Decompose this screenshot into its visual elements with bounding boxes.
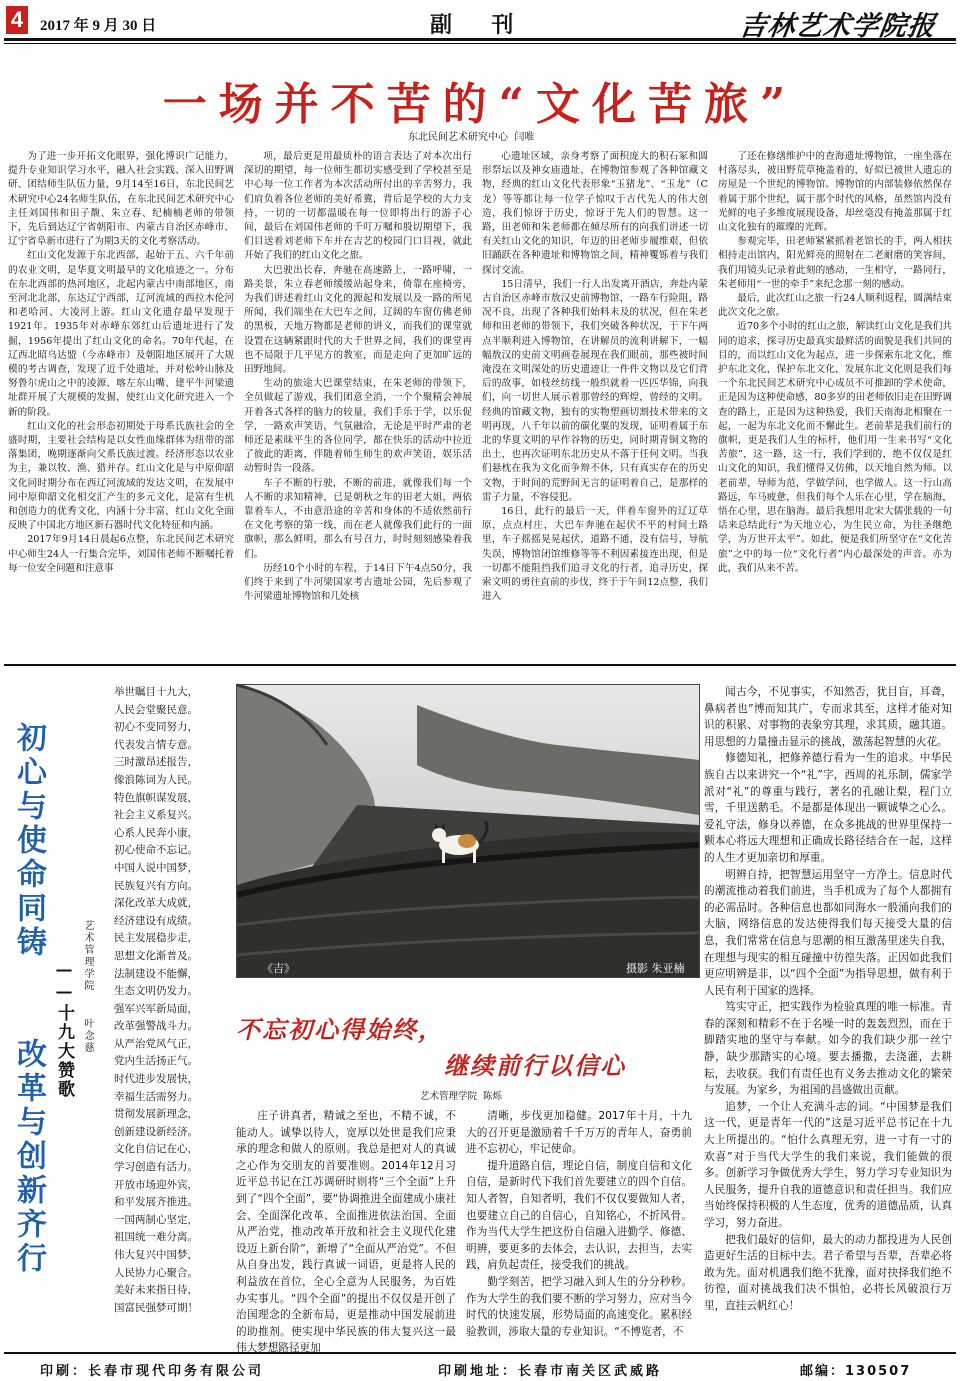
article1-paragraph: 红山文化发源于东北西部，起始于五、六千年前的农业文明，是华夏文明最早的文化痕迹之一。分布在东北西部的热河地区，北起内蒙古中南部地区，南至河北北部，东达辽宁西部，辽河流域的西拉木伦河和老哈河、大凌河上游。红山文化遗存最早发现于1921年。1935年对赤峰东郊红山后遗址进行了发掘，1956年提出了红山文化的命名。70年代起，在辽西北昭乌达盟（今赤峰市）及朝阳地区展开了大规模的考古调查，发现了近千处遗址，并对松岭山脉及努鲁尔虎山之中的凌源、喀左东山嘴、建平牛河梁遗址群开展了大规模的发掘，使红山文化研究进入一个新的阶段。	[8, 250, 234, 418]
photo-frame	[236, 684, 700, 978]
poem-lines	[114, 684, 218, 1324]
article2-paragraph: 修德知礼，把修养德行看为一生的追求。中华民族自古以来讲究一个“礼”字，西周的礼乐制，儒家学派对“礼”的尊重与践行，著名的孔融让梨，程门立雪，千里送鹅毛。不是都是体现出一颗诚挚之心么。爱礼守法，修身以养德，在众多挑战的世界里保持一颗本心将远大理想和正确成长路径结合在一起，这样的人生才更加亲切和厚重。	[704, 752, 952, 864]
article1-title: 一场并不苦的“文化苦旅”	[162, 79, 798, 130]
article1-col4	[718, 150, 952, 660]
article1-paragraph: 项，最后更是用最质朴的语言表达了对本次出行深切的期望，每一位师生都切实感受到了学校甚至是中心每一位工作者为本次活动所付出的辛苦努力，我们肩负着各位老师的美好希冀，背后是学校的大力支持，一切的一切都温暖在每一位即将出行的游子心间，最后在刘国伟老师的千叮万嘱和殷切期望下，我们目送着刘老师下车并在吉艺的校园门口目视，就此开始了我们的红山文化之旅。	[244, 151, 472, 262]
article2-paragraph: 庄子讲真者，精诚之至也，不精不诚，不能动人。诚挚以待人，宽厚以处世是我们应秉承的理念和做人的原则。我总是把对人的真诚之心作为交朋友的首要准则。2014年12月习近平总书记在江苏调研时则将“三个全面”上升到了“四个全面”，要“协调推进全面建成小康社会、全面深化改革、全面推进依法治国、全面从严治党，推动改革开放和社会主义现代化建设迈上新台阶”，新增了“全面从严治党”。不但从自身出发，践行真诚一词语，更是将人民的利益放在首位，全心全意为人民服务，为百姓办实事儿。“四个全面”的提出不仅仅是开创了治国理念的全新布局，更是推动中国发展前进的助推剂。使实现中华民族的伟大复兴这一最伟大梦想路径更加	[236, 1110, 456, 1355]
poem-line: 中国人说中国梦，	[114, 861, 198, 874]
poem-line: 强军兴军新局面，	[114, 1002, 198, 1015]
article2-paragraph: 把我们最好的信仰，最大的动力都投进为人民创造更好生活的目标中去。君子希望与吾辈，吾辈必将敢为先。面对机遇我们绝不犹豫，面对抉择我们绝不彷徨，面对挑战我们决不惧怕，必将长风破浪行万里，直挂云帆红心！	[704, 1233, 952, 1312]
article1-paragraph: 近70多个小时的红山之旅，解读红山文化是我们共同的追求，探寻历史最真实最鲜活的面貌是我们共同的目的，而以红山文化为起点，进一步探索东北文化，维护东北文化，保护东北文化，发展东北文化则是我们每一个东北民间艺术研究中心成员不可推卸的学术使命，正是因为这种使命感，80多岁的田老师依旧走在田野调查的路上，正是因为这种热爱，我们天南海北相聚在一起，一起为东北文化而不懈此生。老前辈是我们前行的旗帜，更是我们人生的标杆，他们用一生来书写“文化苦旅”，这一路，这一行，我们学到的，绝不仅仅是红山文化的知识，我们懂得又仿佛，以天地自然为师。以老前辈，导师为范，学做学问，也学做人。这一行山高路远，车马疲惫，但我们每个人乐在心里，学在脑海，悟在心里，思在脑海。最后我想用北宋大儒张载的一句话来总结此行“为天地立心，为生民立命，为往圣继绝学，为万世开太平”。如此，便是我们所坚守在“文化苦旅”之中的每一位“文化行者”内心最深处的声音。亦为此，我们从来不苦。	[718, 321, 952, 574]
poem-line: 心系人民奔小康，	[114, 826, 198, 839]
article1-paragraph: 2017年9月14日晨起6点整，东北民间艺术研究中心师生24人一行集合完毕，刘国伟老师不断嘱托着每一位安全问题和注意事	[8, 534, 234, 574]
article1-paragraph: 大巴驶出长春，奔驰在高速路上，一路呼啸，一路美景，朱立春老师缓缓站起身来，倚靠在座椅旁，为我们讲述着红山文化的源起和发展以及一路的所见所闻，我们端坐在大巴车之间，辽阔的车窗仿佛老师的黑板，天地万物都是老师的讲义，而我们的课堂就设置在这辆紧跟时代的大千世界之间，我们的课堂再也不局限于几平见方的教室，而是走向了更加旷远的田野地间。	[244, 264, 472, 376]
poem-line: 民主发展稳步走，	[114, 932, 198, 945]
article2-paragraph: 闻古今，不见事实，不知然否，犹目盲，耳聋，鼻病者也”博而知其广，专而求其至，这样才能对知识的积累、对事物的表象穷其理，求其质，融其道。用思想的力量撞击显示的挑战，激荡起智慧的火花。	[704, 686, 952, 748]
header-rule-top	[4, 38, 956, 41]
article2-title-line1: 不忘初心得始终，	[236, 1015, 444, 1044]
footer-address: 印刷地址：长春市南关区武威路	[438, 1364, 663, 1379]
poem-line: 法制建设不能懈，	[114, 967, 198, 980]
poem-line: 初心不变同努力，	[114, 721, 198, 734]
article2-col1	[236, 1108, 456, 1355]
poem-subtitle: ——十九大赞歌	[54, 960, 74, 1099]
article2-paragraph: 提升道路自信，理论自信，制度自信和文化自信，是新时代下我们首先要建立的四个自信。知人者智，自知者明，我们不仅仅要做知人者，也要建立自己的自信心，自知铭心，不折风骨。作为当代大学生把这份自信融入进勤学、修德、明辨，要更多的去体会，去认识，去担当，去实践，肩负起责任，接受我们的挑战。	[466, 1159, 692, 1272]
article1-col2	[244, 150, 472, 660]
article1-paragraph: 最后，此次红山之旅一行24人顺利返程，圆满结束此次文化之旅。	[718, 293, 952, 319]
issue-date: 2017 年 9 月 30 日	[40, 18, 157, 34]
poem-line: 社会主义系复兴。	[114, 809, 198, 822]
article2-paragraph: 明辨自持，把智慧运用坚守一方净土。信息时代的潮流推动着我们前进，当手机成为了每个人都拥有的必需品时。各种信息也都如同海水一般涌向我们的大脑，网络信息的发达使得我们每天接受大量的信息，我们常常在信息与思潮的相互激荡里迷失自我，在理想与现实的相互碰撞中彷徨失落。正因如此我们更应明辨是非，以“四个全面”为指导思想，做有利于人民有利于国家的选择。	[704, 868, 952, 997]
section-name: 副 刊	[430, 13, 522, 38]
poem-line: 代表发言情专意。	[114, 738, 198, 751]
article2-col2	[466, 1108, 692, 1340]
poem-line: 创新建设新经济。	[114, 1125, 198, 1138]
page-number: 4	[10, 7, 24, 32]
article2-title-line2: 继续前行以信心	[444, 1051, 626, 1080]
photo-credit: 摄影 朱亚楠	[626, 962, 685, 975]
article2-byline: 艺术管理学院 陈烁	[420, 1091, 503, 1102]
poem-author: 艺术管理学院 叶念慈	[82, 920, 93, 1054]
poem-line: 和平发展齐推进。	[114, 1196, 198, 1209]
article1-col3	[482, 150, 708, 660]
poem-line: 人民会堂聚民意。	[114, 703, 198, 716]
article2-paragraph: 清晰，步伐更加稳健。2017年十月，十九大的召开更是激励着千千万万的青年人，奋勇前进不忘初心，牢记使命。	[466, 1110, 692, 1156]
poem-line: 时代进步发展快，	[114, 1073, 198, 1086]
article1-paragraph: 15日清早，我们一行人出发离开酒店，奔赴内蒙古自治区赤峰市敖汉史前博物馆，一路车行险阻，路况不良，出现了各种我们始料未及的状况，但在朱老师和田老师的带领下，我们突破各种状况，于下午两点半顺利进入博物馆，在讲解员的流利讲解下，一幅幅敖汉的史前文明画卷展现在我们眼前，那些被时间淹没在文明深处的历史遗迹让一件件文物以及它们背后的故事，如枝丝纺线一般织就着一匹匹华锦，向我们，向一切世人展示着那曾经的辉煌，曾经的文明。经典的馆藏文物，独有的实物塑画切割技术带来的文明再现，八千年以前的碳化粟的发现，证明着属于东北的华夏文明的早作谷物的历史，同时期青铜文物的出土，也再次证明东北历史从不落于任何文明。当我们悬枕在我为文化而争辩不休，只有真实存在的历史文物，于时间的荒野间无言的证明着自己，是那样的雷子力量，不容侵犯。	[482, 278, 708, 503]
article1-paragraph: 了还在修缮维护中的查海遗址博物馆，一座坐落在村落尽头，被田野荒草掩盖着的，好似已被世人遗忘的房屋是一个世纪的博物馆。博物馆的内部装修依然保存着属于那个世纪，属于那个时代的风格，虽然馆内没有光鲜的电子多维度展现设备，却丝毫没有掩盖那属于红山文化独有的璀璨的光辉。	[718, 151, 952, 234]
footer-rule	[4, 1352, 956, 1354]
poem-line: 像浪陈词为人民。	[114, 773, 198, 786]
photo-caption-left: 《吉》	[262, 962, 295, 975]
poem-line: 经济建设有成绩。	[114, 914, 198, 927]
article1-byline: 东北民间艺术研究中心 闫唯	[408, 132, 535, 143]
article1-paragraph: 为了进一步开拓文化眼界，强化博识广记能力，提升专业知识学习水平，融入社会实践、深入田野调研、团结师生队伍力量，9月14至16日，东北民间艺术研究中心24名师生队伍，在东北民间艺术研究中心主任刘国伟和田子馥、朱立春、纪楠楠老师的带领下，先后到达辽宁省朝阳市、内蒙古自治区赤峰市、辽宁省阜新市进行了为期3天的文化考察活动。	[8, 151, 234, 248]
article1-paragraph: 红山文化的社会形态初期处于母系氏族社会的全盛时期，主要社会结构是以女性血缘群体为纽带的部落集团，晚期逐渐向父系氏族过渡。经济形态以农业为主，兼以牧、渔、猎并存。红山文化是与中原仰韶文化同时期分布在西辽河流域的发达文明，在发展中同中原仰韶文化相交汇产生的多元文化，是富有生机和创造力的优秀文化，内涵十分丰富，红山文化全面反映了中国北方地区新石器时代文化特征和内涵。	[8, 420, 234, 532]
poem-line: 国富民强梦可期！	[114, 1301, 198, 1314]
poem-line: 祖国统一难分离。	[114, 1231, 198, 1244]
article2-paragraph: 追梦，一个让人充满斗志的词。“中国梦是我们这一代，更是青年一代的”这是习近平总书记在十九大上所提出的。“怕什么真理无穷，进一寸有一寸的欢喜”对于当代大学生的我们来说，我们能做的很多。创新学习争做优秀大学生，努力学习专业知识为人民服务，提升自我的道德意识和责任担当。我们应当始终保持积极的人生态度，优秀的道德品质，认真学习，努力奋进。	[704, 1100, 952, 1229]
poem-line: 举世瞩目十九大，	[114, 686, 198, 698]
header-rule-thin	[4, 43, 956, 44]
poem-line: 思想文化渐普及。	[114, 949, 198, 962]
article1-paragraph: 车子不断的行驶，不断的前进，就像我们每一个人不断的求知精神，已是朝秋之年的田老大姐，两依靠着车人，不由意沿途的辛苦和身体的不适依然前行在文化考察的第一线，而在老人就像我们此行的一面旗帜，那么鲜明，那么有号召力，时时刻刻感染着我们。	[244, 477, 472, 560]
poem-line: 一国两制心坚定，	[114, 1213, 198, 1226]
article2-col3	[704, 684, 952, 1340]
poem-line: 民族复兴有方向。	[114, 879, 198, 892]
poem-title: 初心与使命同铸 改革与创新齐行	[11, 722, 46, 1276]
poem-line: 特色旗帜谋发展，	[114, 791, 198, 804]
footer-postcode: 邮编：130507	[800, 1364, 912, 1379]
article2-paragraph: 笃实守正，把实践作为检验真理的唯一标准。青春的深刻和精彩不在于名噪一时的轰轰烈烈，而在于脚踏实地的坚守与奉献。如今的我们缺少那一丝宁静，缺少那踏实的心境。要去播撒，去浇灌，去耕耘，去收获。我们有责任也有义务去推动文化的繁荣与发展。为家乡，为祖国的昌盛做出贡献。	[704, 1001, 952, 1097]
poem-line: 开放市场迎外宾，	[114, 1178, 198, 1191]
article1-paragraph: 16日，此行的最后一天，伴着车窗外的辽辽草原，点点村庄，大巴车奔驰在起伏不平的村间土路里，车子摇摇晃晃起伏，道路不通，没有信号，导航失误，博物馆闭馆维修等等不利因素接连出现，但是一切都不能阻挡我们追寻文化的行者，追寻历史，探索文明的勇往直前的步伐，终于于午间12点整，我们进入	[482, 506, 708, 603]
footer-printer: 印刷：长春市现代印务有限公司	[40, 1364, 265, 1379]
poem-line: 改革强警战斗力。	[114, 1020, 198, 1033]
poem-line: 党内生活扬正气。	[114, 1055, 198, 1068]
poem-line: 美好未来指日待，	[114, 1284, 198, 1297]
article2-paragraph: 勤学刻苦，把学习融入到人生的分分秒秒。作为大学生的我们要不断的学习努力，应对当今时代的快速发展，形势局面的高速变化。累积经验教训，涉取大量的专业知识。“不博览者，不	[466, 1275, 692, 1338]
poem-line: 深化改革大成就，	[114, 897, 198, 910]
poem-line: 文化自信记在心，	[114, 1143, 198, 1156]
article1-col1	[8, 150, 234, 660]
poem-line: 三时激昂述报告，	[114, 756, 198, 769]
article1-paragraph: 参观完毕，田老师紧紧抓着老馆长的手，两人相扶相持走出馆内，阳光鲜亮的照射在二老耐磨的笑容间，我们用镜头记录着此刻的感动，一生相守，一路同行，朱老师用“一世的牵手”来纪念那一刻的感动。	[718, 236, 952, 290]
poem-line: 贯彻发展新理念，	[114, 1108, 198, 1121]
poem-line: 伟大复兴中国梦，	[114, 1249, 198, 1261]
poem-line: 初心使命不忘记。	[114, 844, 198, 857]
poem-line: 幸福生活需努力。	[114, 1090, 198, 1103]
masthead-logo: 吉林艺术学院报	[737, 11, 938, 42]
section-divider	[4, 664, 956, 666]
poem-line: 生态文明仍发力。	[114, 985, 198, 998]
photo-rooftop-cat	[237, 685, 699, 977]
article1-paragraph: 心遗址区域，亲身考察了面积庞大的积石冢和圆形祭坛以及神女庙遗址，在博物馆参观了各种馆藏文物，经典的红山文化代表形象“玉猪龙”、“玉龙”（C龙）等等都让每一位学子惊叹于古代先人的伟大创造，我们惊讶于历史，惊讶于先人们的智慧。这一路，田老师和朱老师都在倾尽所有的向我们讲述一切有关红山文化的知识，年迈的田老师步履维艰，但依旧踊跃在各种遗址和博物馆之间，精神矍铄着与我们探讨交流。	[482, 151, 708, 276]
poem-line: 学习创造有活力。	[114, 1161, 198, 1174]
article1-paragraph: 历经10个小时的车程，于14日下午4点50分，我们终于来到了牛河梁国家考古遗址公园，先后参观了牛河梁遗址博物馆和几处核	[244, 562, 472, 603]
poem-line: 从严治党风气正，	[114, 1037, 198, 1050]
article1-paragraph: 生动的旅途大巴课堂结束，在朱老师的带领下，全员做起了游戏，我们团意全消，一个个聚精会神展开着各式各样的脑力的较量，我们手乐于学，以乐促学，一路欢声笑语，气氛融洽，无论是平时严肃的老师还是素昧平生的各位同学，都在快乐的活动中拉近了彼此的距离，伴随着师生师生的欢声笑语，娱乐活动暂时告一段落。	[244, 378, 472, 475]
poem-line: 人民协力心聚合。	[114, 1266, 198, 1279]
